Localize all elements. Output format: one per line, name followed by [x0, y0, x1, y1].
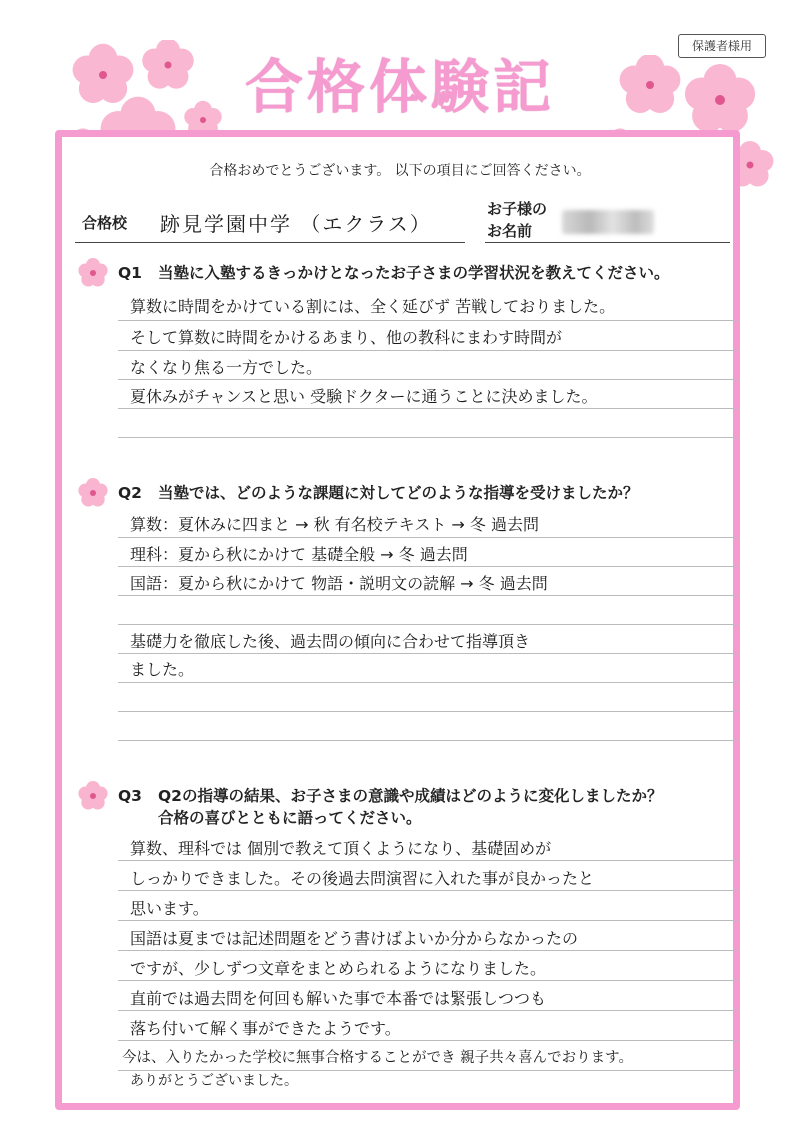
question-2-number: Q2	[118, 484, 142, 502]
school-value: 跡見学園中学 （エクラス）	[160, 212, 432, 236]
answer-1-line-3: なくなり焦る一方でした。	[130, 358, 323, 377]
answer-1-line-2: そして算数に時間をかけるあまり、他の教科にまわす時間が	[130, 328, 563, 347]
answer-3-line-6: 直前では過去問を何回も解いた事で本番では緊張しつつも	[130, 989, 547, 1008]
question-3-text-line2: 合格の喜びとともに語ってください。	[158, 809, 422, 827]
answer-3-line-5: ですが、少しずつ文章をまとめられるようになりました。	[130, 959, 547, 978]
question-2	[70, 482, 750, 504]
question-1-text: 当塾に入塾するきっかけとなったお子さまの学習状況を教えてください。	[158, 264, 670, 282]
question-3-number: Q3	[118, 787, 142, 805]
school-underline	[75, 242, 465, 243]
answer-2-line-2: 理科：夏から秋にかけて 基礎全般 → 冬 過去問	[130, 545, 468, 564]
answer-3-line-4: 国語は夏までは記述問題をどう書けばよいか分からなかったの	[130, 929, 579, 948]
answer-2-line-6: ました。	[130, 660, 195, 679]
answer-2-line-1: 算数：夏休みに四まと → 秋 有名校テキスト → 冬 過去問	[130, 515, 540, 534]
answer-1-line-1: 算数に時間をかけている割には、全く延びず 苦戦しておりました。	[130, 297, 616, 316]
answer-3-line-7: 落ち付いて解く事ができたようです。	[130, 1019, 401, 1038]
intro-text: 合格おめでとうございます。 以下の項目にご回答ください。	[209, 163, 591, 179]
child-name-label-line2: お名前	[487, 222, 533, 240]
question-3	[70, 785, 750, 829]
answer-2-line-3: 国語：夏から秋にかけて 物語・説明文の読解 → 冬 過去問	[130, 574, 548, 593]
redacted-name	[562, 210, 654, 234]
answer-2-line-5: 基礎力を徹底した後、過去問の傾向に合わせて指導頂き	[130, 632, 531, 651]
child-name-label	[487, 198, 547, 242]
child-name-label-line1: お子様の	[487, 200, 548, 218]
question-1-number: Q1	[118, 264, 142, 282]
question-1	[70, 262, 750, 284]
child-name-underline	[485, 242, 730, 243]
answer-3-line-2: しっかりできました。その後過去問演習に入れた事が良かったと	[130, 869, 595, 888]
answer-3-line-8: 今は、入りたかった学校に無事合格することができ 親子共々喜んでおります。	[122, 1050, 633, 1066]
answer-1-line-4: 夏休みがチャンスと思い 受験ドクターに通うことに決めました。	[130, 387, 598, 406]
school-label: 合格校	[82, 214, 128, 232]
answer-3-line-3: 思います。	[130, 899, 209, 918]
answer-3-line-9: ありがとうございました。	[130, 1073, 298, 1089]
question-2-text: 当塾では、どのような課題に対してどのような指導を受けましたか？	[158, 484, 639, 502]
answer-3-line-1: 算数、理科では 個別で教えて頂くようになり、基礎固めが	[130, 839, 552, 858]
question-3-text: Q2の指導の結果、お子さまの意識や成績はどのように変化しましたか？	[158, 787, 663, 805]
parent-use-badge: 保護者様用	[678, 34, 766, 58]
page-title: 合格体験記	[244, 53, 555, 121]
